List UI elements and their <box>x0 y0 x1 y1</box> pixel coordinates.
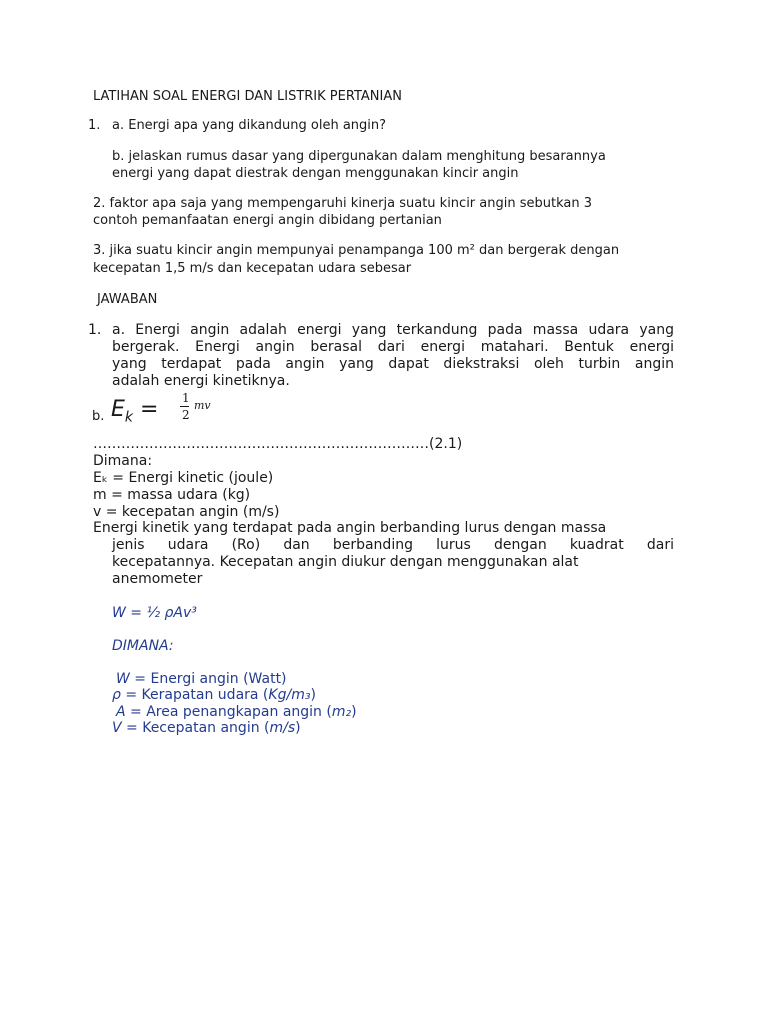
w-definition <box>116 671 287 688</box>
answers-heading: JAWABAN <box>97 292 158 307</box>
answer-1-line-4: adalah energi kinetiknya. <box>112 373 290 389</box>
v-symbol: V <box>112 720 122 736</box>
rho-symbol: ρ <box>112 687 121 703</box>
question-2-line-2: contoh pemanfaatan energi angin dibidang pertanian <box>93 213 442 228</box>
rho-unit: Kg/m₃ <box>268 687 311 703</box>
fraction-bar <box>180 406 189 407</box>
v-unit: m/s <box>269 720 296 736</box>
answer-b-label: b. <box>92 409 105 424</box>
fraction-denominator: 2 <box>182 408 190 422</box>
rho-close: ) <box>310 687 316 703</box>
question-3-line-2: kecepatan 1,5 m/s dan kecepatan udara sebesar <box>93 261 412 276</box>
dimana-label: Dimana: <box>93 453 153 469</box>
question-2-line-1: 2. faktor apa saja yang mempengaruhi kinerja suatu kincir angin sebutkan 3 <box>93 196 592 211</box>
w-symbol: W <box>116 671 130 687</box>
v-text: = Kecepatan angin ( <box>121 720 270 736</box>
wind-energy-formula: W = ½ ρAv³ <box>112 605 197 621</box>
dimana-label-2: DIMANA: <box>112 638 174 654</box>
a-close: ) <box>351 704 357 720</box>
formula-subscript: k <box>124 409 134 426</box>
question-1a: a. Energi apa yang dikandung oleh angin? <box>112 118 387 133</box>
question-3-line-1: 3. jika suatu kincir angin mempunyai penampanga 100 m² dan bergerak dengan <box>93 243 620 258</box>
paragraph-line-3: kecepatannya. Kecepatan angin diukur dengan menggunakan alat <box>112 554 579 570</box>
rho-text: = Kerapatan udara ( <box>120 687 269 703</box>
ek-definition: Eₖ = Energi kinetic (joule) <box>93 470 274 486</box>
answer-1-line-2: bergerak. Energi angin berasal dari energi matahari. Bentuk energi <box>112 339 674 355</box>
formula-equals: = <box>133 397 159 422</box>
answer-1-line-3: yang terdapat pada angin yang dapat diekstraksi oleh turbin angin <box>112 356 674 372</box>
v-definition-2 <box>112 720 301 737</box>
a-symbol: A <box>116 704 126 720</box>
paragraph-line-1: Energi kinetik yang terdapat pada angin berbanding lurus dengan massa <box>93 520 607 536</box>
v-close: ) <box>295 720 301 736</box>
question-1b-line-2: energi yang dapat diestrak dengan menggunakan kincir angin <box>112 166 519 181</box>
answer-1-number: 1. <box>88 322 102 338</box>
formula-rhs: mv <box>194 399 211 412</box>
a-unit: m₂ <box>331 704 352 720</box>
m-definition: m = massa udara (kg) <box>93 487 251 503</box>
v-definition: v = kecepatan angin (m/s) <box>93 504 280 520</box>
formula-lhs: E <box>111 397 125 422</box>
a-text: = Area penangkapan angin ( <box>125 704 332 720</box>
a-definition <box>116 704 357 721</box>
paragraph-line-4: anemometer <box>112 571 203 587</box>
question-1-number: 1. <box>88 118 101 133</box>
w-text: = Energi angin (Watt) <box>129 671 287 687</box>
fraction-numerator: 1 <box>182 391 190 405</box>
question-1b-line-1: b. jelaskan rumus dasar yang dipergunakan dalam menghitung besarannya <box>112 149 606 164</box>
document-title: LATIHAN SOAL ENERGI DAN LISTRIK PERTANIAN <box>93 89 402 104</box>
answer-1-line-1: a. Energi angin adalah energi yang terkandung pada massa udara yang <box>112 322 674 338</box>
paragraph-line-2: jenis udara (Ro) dan berbanding lurus dengan kuadrat dari <box>112 537 674 553</box>
rho-definition <box>112 687 316 704</box>
kinetic-energy-formula <box>111 397 158 425</box>
equation-reference: ………………………………………………………………(2.1) <box>93 436 463 452</box>
